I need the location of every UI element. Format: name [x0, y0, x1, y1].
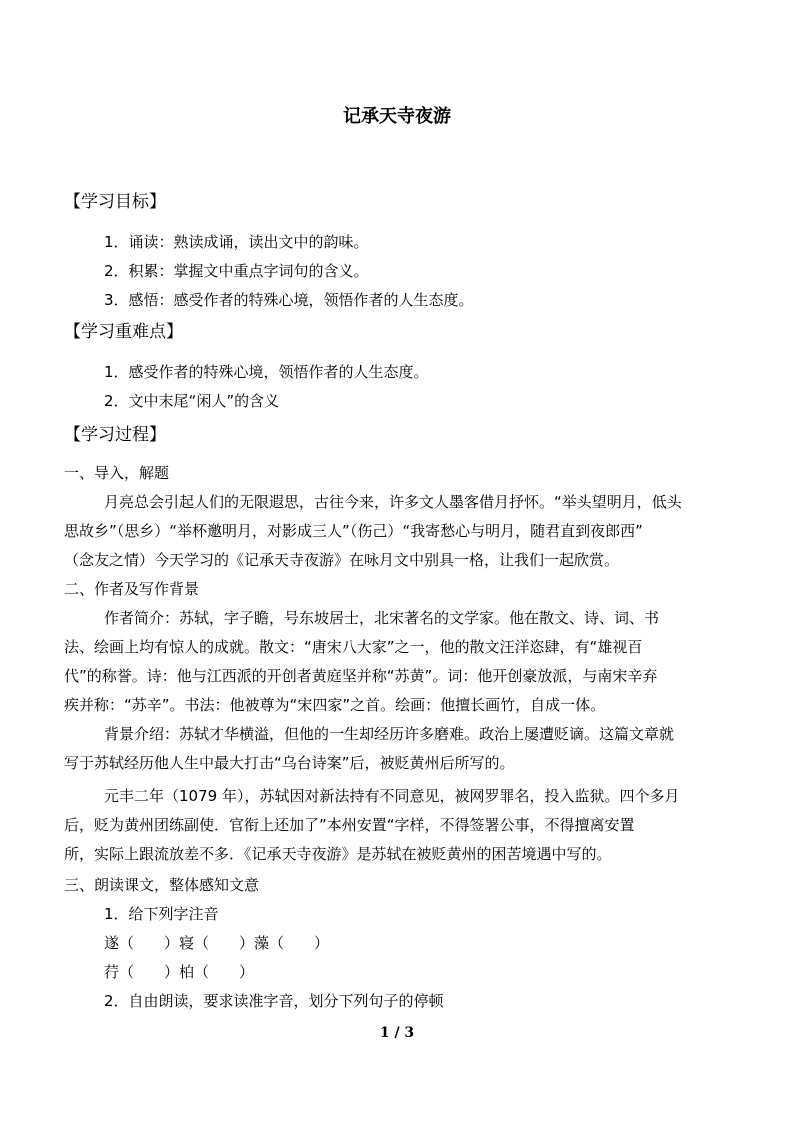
page-number: 1 / 3: [379, 1025, 415, 1041]
background-paragraph-line-2: 写于苏轼经历他人生中最大打击“乌台诗案”后，被贬黄州后所写的。: [64, 754, 515, 772]
section-heading-keypoints: 【学习重难点】: [64, 322, 183, 342]
keypoint-item-2: 2．文中末尾“闲人”的含义: [104, 392, 280, 410]
reading-item-1: 1．给下列字注音: [104, 905, 219, 923]
reading-item-2: 2．自由朗读，要求读准字音，划分下列句子的停顿: [104, 992, 444, 1010]
subsection-heading-author: 二、作者及写作背景: [64, 580, 200, 598]
subsection-heading-reading: 三、朗读课文，整体感知文意: [64, 876, 260, 894]
author-paragraph-line-3: 代”的称誉。诗：他与江西派的开创者黄庭坚并称“苏黄”。词：他开创豪放派，与南宋辛弃: [64, 667, 658, 685]
goal-item-3: 3．感悟：感受作者的特殊心境，领悟作者的人生态度。: [104, 291, 474, 309]
background-paragraph-line-1: 背景介绍：苏轼才华横溢，但他的一生却经历许多磨难。政治上屡遭贬谪。这篇文章就: [104, 725, 675, 743]
author-paragraph-line-4: 疾并称：“苏辛”。书法：他被尊为“宋四家”之首。绘画：他擅长画竹，自成一体。: [64, 696, 606, 714]
intro-paragraph-line-2: 思故乡”（思乡）“举杯邀明月，对影成三人”（伤己）“我寄愁心与明月，随君直到夜郎西”: [64, 522, 643, 540]
section-heading-process: 【学习过程】: [64, 425, 166, 445]
page-title: 记承天寺夜游: [343, 106, 451, 127]
pinyin-line-2: 荇（ ）柏（ ）: [104, 963, 255, 981]
goal-item-2: 2．积累：掌握文中重点字词句的含义。: [104, 262, 369, 280]
intro-paragraph-line-1: 月亮总会引起人们的无限遐思，古往今来，许多文人墨客借月抒怀。“举头望明月，低头: [104, 493, 682, 511]
intro-paragraph-line-3: （念友之情）今天学习的《记承天寺夜游》在咏月文中别具一格，让我们一起欣赏。: [64, 551, 620, 569]
history-paragraph-line-1: 元丰二年（1079 年），苏轼因对新法持有不同意见，被网罗罪名，投入监狱。四个多月: [104, 787, 680, 805]
subsection-heading-intro: 一、导入，解题: [64, 464, 170, 482]
goal-item-1: 1．诵读：熟读成诵，读出文中的韵味。: [104, 233, 369, 251]
history-paragraph-line-3: 所，实际上跟流放差不多．《记承天寺夜游》是苏轼在被贬黄州的困苦境遇中写的。: [64, 845, 612, 863]
pinyin-line-1: 遂（ ）寝（ ）藻（ ）: [104, 934, 330, 952]
section-heading-goals: 【学习目标】: [64, 192, 166, 212]
history-paragraph-line-2: 后，贬为黄州团练副使．官衔上还加了”本州安置“字样，不得签署公事，不得擅离安置: [64, 816, 635, 834]
author-paragraph-line-1: 作者简介：苏轼，字子瞻，号东坡居士，北宋著名的文学家。他在散文、诗、词、书: [104, 609, 660, 627]
keypoint-item-1: 1．感受作者的特殊心境，领悟作者的人生态度。: [104, 363, 429, 381]
author-paragraph-line-2: 法、绘画上均有惊人的成就。散文：“唐宋八大家”之一，他的散文汪洋恣肆，有“雄视百: [64, 638, 643, 656]
